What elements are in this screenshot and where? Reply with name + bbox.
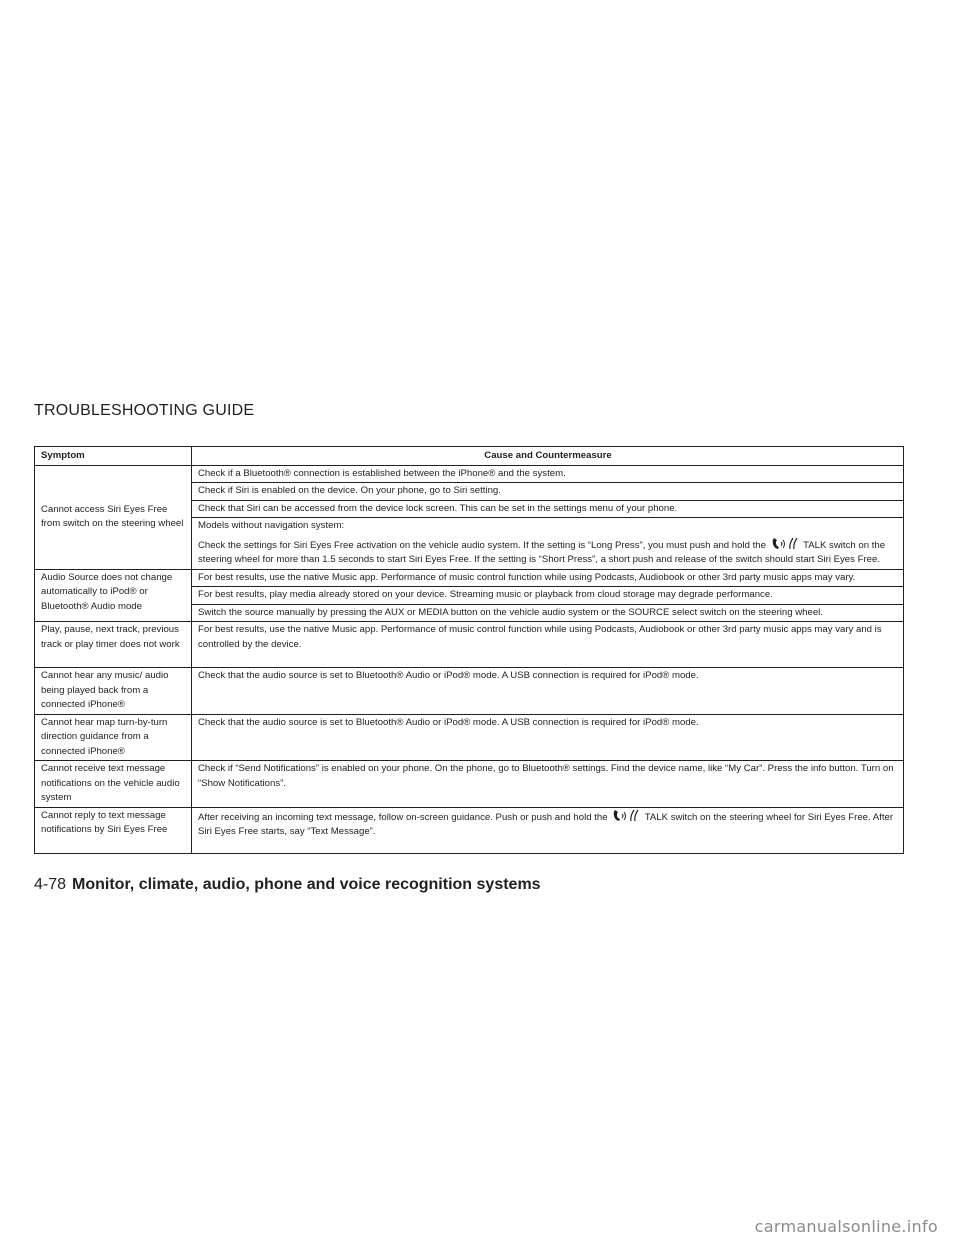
symptom-cell: Cannot receive text message notifications on the vehicle audio system	[35, 761, 192, 808]
cause-cell: For best results, use the native Music app. Performance of music control function while using Podcasts, Audiobook or other 3rd party music apps may vary and is controlled by the device.	[192, 622, 904, 668]
table-row	[35, 714, 904, 761]
cause-line: Models without navigation system:	[198, 520, 345, 531]
symptom-cell: Cannot hear map turn-by-turn direction guidance from a connected iPhone®	[35, 714, 192, 761]
cause-cell: Check that the audio source is set to Bluetooth® Audio or iPod® mode. A USB connection is required for iPod® mode.	[192, 714, 904, 761]
symptom-cell: Cannot reply to text message notifications by Siri Eyes Free	[35, 807, 192, 853]
cause-text: Check the settings for Siri Eyes Free activation on the vehicle audio system. If the setting is “Long Press”, you must push and hold the	[198, 539, 766, 551]
watermark[interactable]: carmanualsonline.info	[754, 1217, 938, 1236]
talk-switch-icon	[771, 537, 799, 550]
cause-cell: Check if Siri is enabled on the device. On your phone, go to Siri setting.	[192, 483, 904, 501]
symptom-header: Symptom	[35, 447, 192, 466]
symptom-cell: Audio Source does not change automatically to iPod® or Bluetooth® Audio mode	[35, 569, 192, 622]
cause-header: Cause and Countermeasure	[192, 447, 904, 466]
cause-cell: Check that the audio source is set to Bluetooth® Audio or iPod® mode. A USB connection is required for iPod® mode.	[192, 668, 904, 715]
cause-cell: Switch the source manually by pressing the AUX or MEDIA button on the vehicle audio system or the SOURCE select switch on the steering wheel.	[192, 604, 904, 622]
cause-cell: Check that Siri can be accessed from the device lock screen. This can be set in the settings menu of your phone.	[192, 500, 904, 518]
page-number: 4-78	[34, 876, 67, 893]
symptom-cell: Cannot access Siri Eyes Free from switch on the steering wheel	[35, 465, 192, 569]
cause-text: TALK switch on the steering wheel for more than 1.5 seconds to start Siri Eyes Free. If the setting is “Short Press”, a short push and release of the switch should start Siri Eyes Free.	[198, 539, 886, 565]
table-row	[35, 807, 904, 853]
table-row	[35, 761, 904, 808]
table-row	[35, 622, 904, 668]
troubleshooting-table	[34, 446, 904, 854]
table-row	[35, 569, 904, 587]
symptom-cell: Cannot hear any music/ audio being played back from a connected iPhone®	[35, 668, 192, 715]
cause-text: After receiving an incoming text message, follow on-screen guidance. Push or push and hold the	[198, 811, 608, 823]
table-header-row	[35, 447, 904, 466]
page-footer	[34, 876, 541, 894]
cause-cell	[192, 518, 904, 570]
section-title: TROUBLESHOOTING GUIDE	[34, 402, 255, 419]
cause-text: TALK switch on the steering wheel for Siri Eyes Free. After Siri Eyes Free starts, say “Text Message”.	[198, 811, 894, 837]
symptom-cell: Play, pause, next track, previous track or play timer does not work	[35, 622, 192, 668]
chapter-title: Monitor, climate, audio, phone and voice recognition systems	[72, 876, 541, 893]
table-row	[35, 668, 904, 715]
cause-cell: Check if a Bluetooth® connection is established between the iPhone® and the system.	[192, 465, 904, 483]
talk-switch-icon	[612, 809, 640, 822]
cause-cell	[192, 807, 904, 853]
cause-cell: Check if “Send Notifications” is enabled on your phone. On the phone, go to Bluetooth® settings. Find the device name, like “My Car”. Press the info button. Turn on “Show Notifications”.	[192, 761, 904, 808]
cause-cell: For best results, play media already stored on your device. Streaming music or playback from cloud storage may degrade performance.	[192, 587, 904, 605]
table-row	[35, 465, 904, 483]
cause-cell: For best results, use the native Music app. Performance of music control function while using Podcasts, Audiobook or other 3rd party music apps may vary.	[192, 569, 904, 587]
